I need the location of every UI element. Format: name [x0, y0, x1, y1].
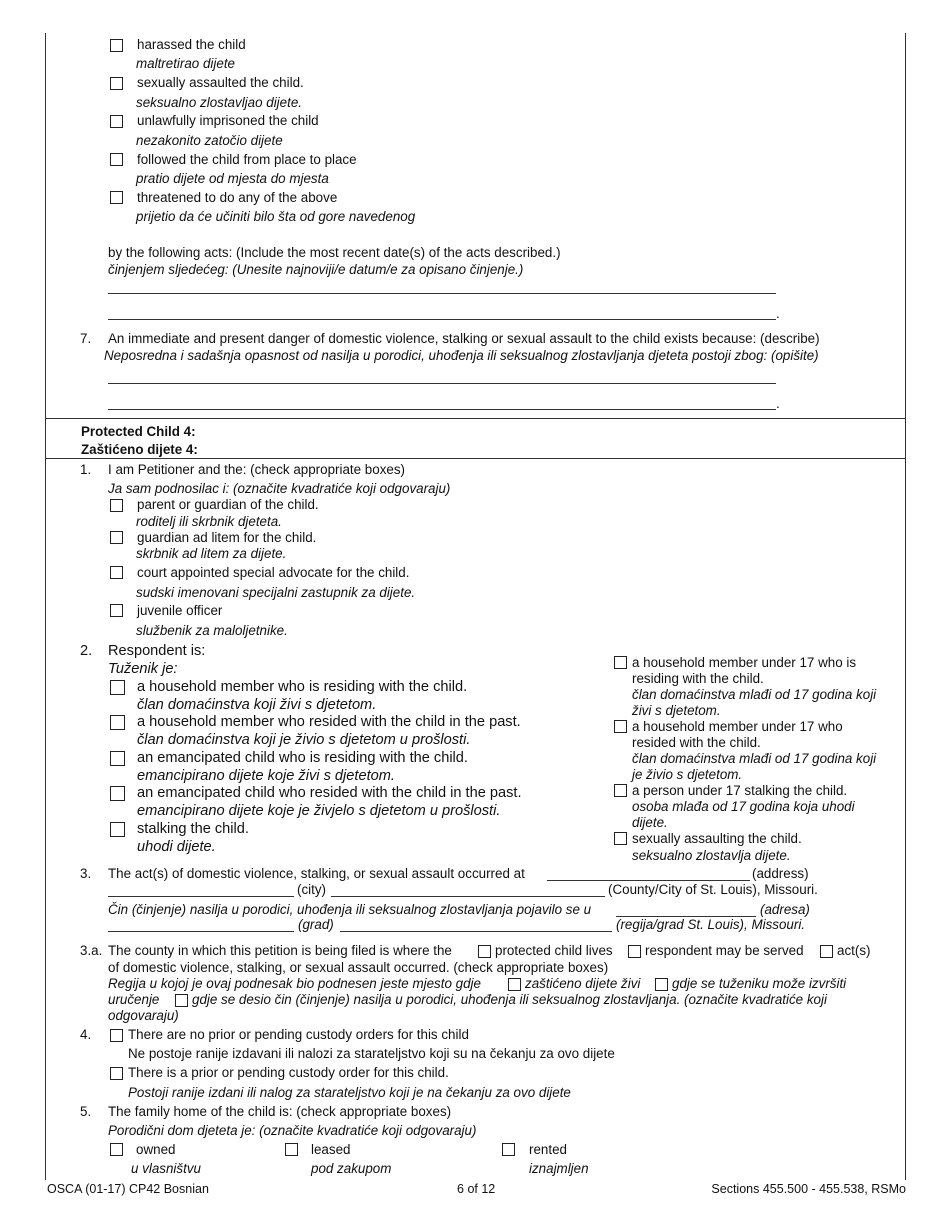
item-7-question: An immediate and present danger of domestic violence, stalking or sexual assault to the child exists because: (describe) — [108, 331, 820, 346]
address-label: (address) — [752, 866, 809, 881]
grad-field[interactable] — [108, 931, 294, 932]
option-translation: u vlasništvu — [131, 1161, 201, 1176]
item-3-translation: Čin (činjenje) nasilja u porodici, uhođenja ili seksualnog zlostavljanja pojavilo se u — [108, 902, 592, 917]
page-of: of — [467, 1182, 478, 1196]
option-label: an emancipated child who resided with the child in the past. — [137, 785, 522, 801]
checkbox-minor-stalking[interactable] — [614, 784, 627, 797]
item-3a-translation-end: odgovaraju) — [108, 1008, 179, 1023]
checkbox-harassed[interactable] — [110, 39, 123, 52]
item-7-number: 7. — [80, 331, 92, 346]
page-total: 12 — [481, 1182, 496, 1196]
item-5-question: The family home of the child is: (check appropriate boxes) — [108, 1104, 452, 1119]
option-translation: član domaćinstva mlađi od 17 godina koji — [632, 751, 877, 766]
option-translation: sudski imenovani specijalni zastupnik za dijete. — [136, 585, 416, 600]
option-translation: seksualno zlostavlja dijete. — [632, 848, 791, 863]
checkbox-household-residing[interactable] — [110, 680, 125, 695]
option-label: rented — [529, 1142, 567, 1157]
regija-label: (regija/grad St. Louis), Missouri. — [616, 917, 806, 932]
item-2-number: 2. — [80, 643, 93, 659]
item-2-question: Respondent is: — [108, 643, 206, 659]
option-label: juvenile officer — [137, 603, 223, 618]
option-label: a person under 17 stalking the child. — [632, 783, 848, 798]
checkbox-dijete-zivi[interactable] — [508, 978, 521, 991]
option-label: harassed the child — [137, 37, 246, 52]
checkbox-minor-residing[interactable] — [614, 656, 627, 669]
option-translation: član domaćinstva mlađi od 17 godina koji — [632, 687, 877, 702]
checkbox-pending-custody-order[interactable] — [110, 1067, 123, 1080]
option-translation: osoba mlađa od 17 godina koja uhodi — [632, 799, 855, 814]
acts-answer-line-2[interactable] — [108, 319, 776, 320]
option-translation: prijetio da će učiniti bilo šta od gore navedenog — [136, 209, 416, 224]
option-label: parent or guardian of the child. — [137, 497, 319, 512]
checkbox-respondent-served[interactable] — [628, 945, 641, 958]
item-3a-number: 3.a. — [80, 943, 103, 958]
checkbox-sexually-assaulted[interactable] — [110, 77, 123, 90]
option-translation: član domaćinstva koji živi s djetetom. — [137, 697, 377, 713]
option-label: resided with the child. — [632, 735, 761, 750]
checkbox-minor-resided[interactable] — [614, 720, 627, 733]
checkbox-guardian-ad-litem[interactable] — [110, 531, 123, 544]
option-label: sexually assaulted the child. — [137, 75, 304, 90]
option-translation: je živio s djetetom. — [632, 767, 743, 782]
option-translation: gdje se desio čin (činjenje) nasilja u porodici, uhođenja ili seksualnog zlostavljanja. (označite kvadratiće koji — [192, 992, 827, 1007]
option-translation: roditelj ili skrbnik djeteta. — [136, 514, 282, 529]
city-label: (city) — [297, 882, 327, 897]
checkbox-household-resided[interactable] — [110, 715, 125, 730]
option-translation: uhodi dijete. — [137, 839, 216, 855]
city-field[interactable] — [108, 896, 294, 897]
option-translation: zaštićeno dijete živi — [525, 976, 641, 991]
option-label: sexually assaulting the child. — [632, 831, 802, 846]
option-label: There are no prior or pending custody orders for this child — [128, 1027, 469, 1042]
page-current: 6 — [457, 1182, 464, 1196]
item-3a-text: The county in which this petition is being filed is where the — [108, 943, 452, 958]
option-translation: član domaćinstva koji je živio s djetetom u prošlosti. — [137, 732, 471, 748]
option-label: guardian ad litem for the child. — [137, 530, 317, 545]
option-label: a household member under 17 who — [632, 719, 843, 734]
option-label: protected child lives — [495, 943, 613, 958]
option-translation: maltretirao dijete — [136, 56, 235, 71]
item-3-text: The act(s) of domestic violence, stalking, or sexual assault occurred at — [108, 866, 525, 881]
checkbox-tuzenik-uruci[interactable] — [655, 978, 668, 991]
item-3-number: 3. — [80, 866, 92, 881]
item-3a-translation: Regija u kojoj je ovaj podnesak bio podnesen jeste mjesto gdje — [108, 976, 481, 991]
option-label: residing with the child. — [632, 671, 764, 686]
checkbox-emancipated-residing[interactable] — [110, 751, 125, 766]
option-label: a household member who is residing with the child. — [137, 679, 468, 695]
item-3a-text-cont: of domestic violence, stalking, or sexual assault occurred. (check appropriate boxes) — [108, 960, 609, 975]
checkbox-child-lives[interactable] — [478, 945, 491, 958]
section-title: Protected Child 4: — [81, 424, 196, 439]
option-translation: živi s djetetom. — [632, 703, 721, 718]
line-end-dot: . — [776, 306, 780, 321]
checkbox-desio-cin[interactable] — [175, 994, 188, 1007]
option-label: leased — [311, 1142, 351, 1157]
option-label: respondent may be served — [645, 943, 804, 958]
acts-answer-line-1[interactable] — [108, 293, 776, 294]
checkbox-threatened[interactable] — [110, 191, 123, 204]
option-translation: seksualno zlostavljao dijete. — [136, 95, 302, 110]
line-end-dot: . — [776, 396, 780, 411]
option-translation: emancipirano dijete koje živi s djetetom. — [137, 768, 395, 784]
option-translation: iznajmljen — [529, 1161, 589, 1176]
option-label: threatened to do any of the above — [137, 190, 338, 205]
item-7-answer-line-1[interactable] — [108, 383, 776, 384]
option-translation: pod zakupom — [311, 1161, 392, 1176]
checkbox-leased[interactable] — [285, 1143, 298, 1156]
item-5-translation: Porodični dom djeteta je: (označite kvadratiće koji odgovaraju) — [108, 1123, 477, 1138]
option-translation: Postoji ranije izdani ili nalog za starateljstvo koji je na čekanju za ovo dijete — [128, 1085, 571, 1100]
checkbox-stalking[interactable] — [110, 822, 125, 837]
checkbox-owned[interactable] — [110, 1143, 123, 1156]
item-2-translation: Tuženik je: — [108, 661, 178, 677]
left-border — [45, 33, 46, 1180]
section-divider-top — [45, 418, 905, 419]
option-translation: pratio dijete od mjesta do mjesta — [136, 171, 329, 186]
checkbox-followed[interactable] — [110, 153, 123, 166]
address-field[interactable] — [547, 880, 750, 881]
option-translation: nezakonito zatočio dijete — [136, 133, 283, 148]
item-4-number: 4. — [80, 1027, 92, 1042]
checkbox-special-advocate[interactable] — [110, 566, 123, 579]
right-border — [905, 33, 906, 1180]
checkbox-no-custody-orders[interactable] — [110, 1029, 123, 1042]
option-label: a household member who resided with the child in the past. — [137, 714, 521, 730]
county-label: (County/City of St. Louis), Missouri. — [608, 882, 818, 897]
option-label: court appointed special advocate for the child. — [137, 565, 410, 580]
checkbox-emancipated-resided[interactable] — [110, 786, 125, 801]
checkbox-parent-guardian[interactable] — [110, 499, 123, 512]
section-divider-bottom — [45, 458, 905, 459]
item-5-number: 5. — [80, 1104, 92, 1119]
option-label: stalking the child. — [137, 821, 249, 837]
checkbox-sexually-assaulting[interactable] — [614, 832, 627, 845]
option-translation: dijete. — [632, 815, 668, 830]
adresa-label: (adresa) — [760, 902, 810, 917]
option-label: act(s) — [837, 943, 871, 958]
option-translation: emancipirano dijete koje je živjelo s djetetom u prošlosti. — [137, 803, 501, 819]
item-7-translation: Neposredna i sadašnja opasnost od nasilja u porodici, uhođenja ili seksualnog zlostavljanja djeteta postoji zbog: (opišite) — [104, 348, 819, 363]
option-label: a household member under 17 who is — [632, 655, 857, 670]
grad-label: (grad) — [298, 917, 334, 932]
option-translation: gdje se tuženiku može izvršiti — [672, 976, 847, 991]
footer-statute: Sections 455.500 - 455.538, RSMo — [711, 1182, 906, 1196]
option-translation: službenik za maloljetnike. — [136, 623, 288, 638]
item-1-translation: Ja sam podnosilac i: (označite kvadratiće koji odgovaraju) — [108, 481, 451, 496]
option-translation: skrbnik ad litem za dijete. — [136, 546, 287, 561]
item-7-answer-line-2[interactable] — [108, 409, 776, 410]
regija-field[interactable] — [340, 931, 612, 932]
acts-instruction: by the following acts: (Include the most recent date(s) of the acts described.) — [108, 245, 561, 260]
acts-instruction-translation: činjenjem sljedećeg: (Unesite najnoviji/e datum/e za opisano činjenje.) — [108, 262, 524, 277]
option-label: There is a prior or pending custody order for this child. — [128, 1065, 449, 1080]
checkbox-acts-occurred[interactable] — [820, 945, 833, 958]
option-translation: uručenje — [108, 992, 160, 1007]
checkbox-rented[interactable] — [502, 1143, 515, 1156]
item-1-question: I am Petitioner and the: (check appropriate boxes) — [108, 462, 405, 477]
option-translation: Ne postoje ranije izdavani ili nalozi za starateljstvo koji su na čekanju za ovo dijete — [128, 1046, 615, 1061]
checkbox-imprisoned[interactable] — [110, 115, 123, 128]
footer-page-number — [457, 1182, 495, 1196]
option-label: followed the child from place to place — [137, 152, 357, 167]
county-field[interactable] — [331, 896, 605, 897]
option-label: an emancipated child who is residing with the child. — [137, 750, 468, 766]
section-title-translation: Zaštićeno dijete 4: — [81, 442, 198, 457]
footer-form-id: OSCA (01-17) CP42 Bosnian — [47, 1182, 209, 1196]
checkbox-juvenile-officer[interactable] — [110, 604, 123, 617]
option-label: owned — [136, 1142, 176, 1157]
option-label: unlawfully imprisoned the child — [137, 113, 319, 128]
item-1-number: 1. — [80, 462, 92, 477]
